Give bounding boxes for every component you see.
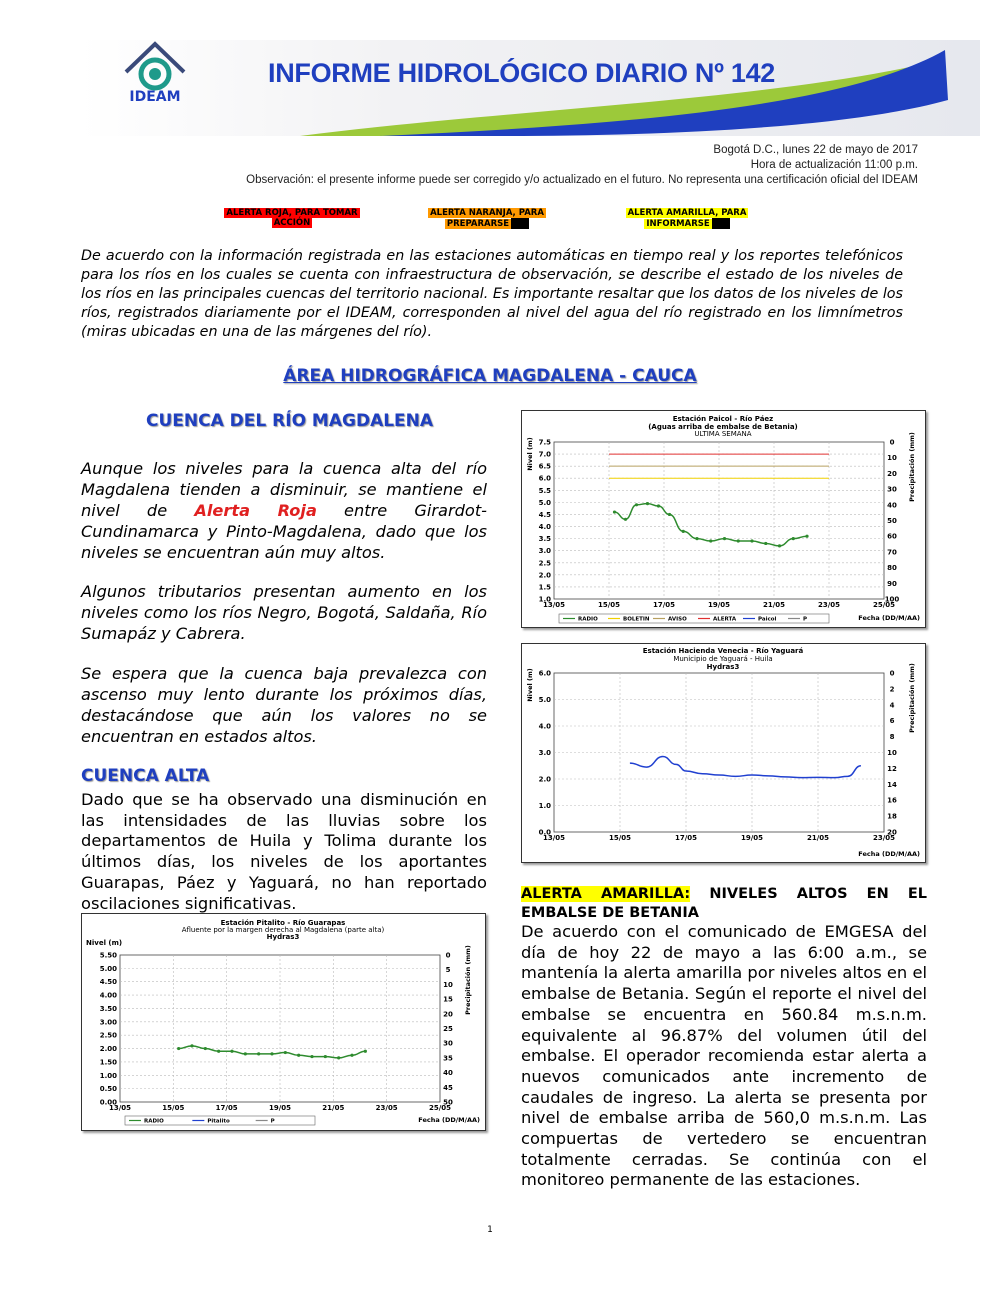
- y2-tick-label: 10: [887, 749, 897, 757]
- y2-tick-label: 80: [887, 564, 897, 573]
- x-tick-label: 25/05: [872, 601, 896, 609]
- x-tick-label: 25/05: [428, 1104, 452, 1112]
- y2-tick-label: 50: [887, 517, 897, 525]
- data-point: [284, 1051, 287, 1054]
- y-tick-label: 0.0: [538, 828, 551, 837]
- chart-yaguara: [521, 643, 926, 863]
- y-tick-label: 3.0: [538, 749, 551, 757]
- y2-tick-label: 10: [443, 980, 453, 989]
- alert-legend-orange: ALERTA NARANJA, PARA PREPARARSE: [430, 208, 544, 229]
- y-tick-label: 2.0: [538, 775, 551, 784]
- data-point: [682, 530, 685, 533]
- chart-pitalito-svg: [82, 914, 485, 1130]
- chart-pitalito: [81, 913, 486, 1131]
- legend-label: RADIO: [144, 1118, 164, 1125]
- area-title: ÁREA HIDROGRÁFICA MAGDALENA - CAUCA: [283, 366, 697, 386]
- y2-tick-label: 0: [889, 669, 895, 678]
- y2-tick-label: 18: [887, 812, 897, 821]
- chart-subtitle-2: Hydras3: [706, 663, 740, 671]
- data-point: [324, 1055, 327, 1058]
- x-tick-label: 17/05: [215, 1104, 238, 1112]
- x-tick-label: 21/05: [806, 834, 830, 842]
- y-tick-label: 4.5: [538, 510, 551, 519]
- cuenca-alta-title: CUENCA ALTA: [81, 766, 210, 786]
- y-tick-label: 0.50: [99, 1085, 117, 1094]
- y2-tick-label: 30: [443, 1039, 453, 1048]
- y-tick-label: 4.0: [538, 523, 551, 532]
- y2-tick-label: 2: [889, 685, 895, 694]
- betania-alert-paragraph: De acuerdo con el comunicado de EMGESA del día de hoy 22 de mayo a las 6:00 a.m., se mantenía la alerta amarilla por niveles altos en el embalse de Betania. Según el reporte el nivel del embalse se encuentra en 560.84 m.s.n.m. equivalente al 96.87% del volumen útil del embalse. El operador recomienda estar alerta a nuevos comunicados ante incremento de caudales de ingreso. La alerta se presenta por nivel de embalse arriba de 560,0 m.s.n.m. Las compuertas de vertedero se encuentran totalmente cerradas. Se continúa con el monitoreo permanente de las estaciones.: [521, 922, 927, 1190]
- data-point: [695, 537, 698, 540]
- y-tick-label: 1.5: [538, 583, 551, 592]
- data-point: [337, 1056, 340, 1059]
- svg-text:IDEAM: IDEAM: [129, 89, 181, 104]
- y2-tick-label: 10: [887, 454, 897, 463]
- y2-tick-label: 6: [889, 717, 895, 726]
- legend-label: ALERTA: [713, 616, 737, 623]
- y-tick-label: 7.0: [538, 450, 551, 459]
- y2-tick-label: 12: [887, 764, 897, 773]
- data-point: [792, 537, 795, 540]
- y-tick-label: 4.50: [99, 978, 117, 987]
- y-tick-label: 4.00: [99, 991, 117, 1000]
- y-tick-label: 5.00: [99, 964, 117, 973]
- data-point: [709, 539, 712, 542]
- chart-title: Estación Paicol - Río Páez: [672, 415, 774, 423]
- data-point: [624, 518, 627, 521]
- series-line: [630, 756, 861, 777]
- data-point: [635, 503, 638, 506]
- data-point: [805, 535, 808, 538]
- legend-label: AVISO: [668, 616, 687, 623]
- data-point: [613, 510, 616, 513]
- x-tick-label: 19/05: [707, 601, 731, 609]
- y-tick-label: 5.5: [538, 486, 551, 495]
- magdalena-paragraph-3: Se espera que la cuenca baja prevalezca con ascenso muy lento durante los próximos días, destacándose que aún los valores no se encuentran en estados altos.: [81, 664, 487, 746]
- y-axis-label: Nivel (m): [526, 437, 534, 471]
- y2-tick-label: 20: [887, 469, 897, 478]
- legend-label: Pitalito: [207, 1118, 230, 1125]
- y-tick-label: 5.0: [538, 696, 551, 704]
- y-tick-label: 3.0: [538, 547, 551, 556]
- y-tick-label: 2.0: [538, 571, 551, 580]
- chart-subtitle: Afluente por la margen derecha al Magdalena (parte alta): [181, 926, 385, 934]
- y2-tick-label: 4: [889, 701, 895, 710]
- chart-yaguara-svg: [522, 644, 925, 862]
- legend-label: BOLETIN: [623, 616, 650, 623]
- x-tick-label: 21/05: [322, 1104, 345, 1112]
- data-point: [364, 1050, 367, 1053]
- y2-tick-label: 50: [443, 1098, 453, 1107]
- y2-axis-label: Precipitación (mm): [464, 945, 472, 1015]
- data-point: [217, 1050, 220, 1053]
- legend-label: P: [803, 616, 808, 623]
- y-axis-label: Nivel (m): [526, 668, 534, 702]
- legend-label: P: [270, 1118, 275, 1125]
- y2-tick-label: 90: [887, 579, 897, 588]
- data-point: [723, 537, 726, 540]
- y-tick-label: 5.0: [538, 498, 551, 507]
- y-tick-label: 6.0: [538, 669, 551, 678]
- y-tick-label: 2.00: [99, 1045, 117, 1054]
- y-tick-label: 2.5: [538, 559, 551, 568]
- y2-tick-label: 0: [445, 951, 451, 960]
- observation-line: Observación: el presente informe puede ser corregido y/o actualizado en el futuro. No representa una certificación oficial del IDEAM: [246, 174, 918, 186]
- betania-alert-title: ALERTA AMARILLA: NIVELES ALTOS EN EL EMBALSE DE BETANIA: [521, 886, 928, 921]
- data-point: [646, 502, 649, 505]
- y-tick-label: 3.00: [99, 1018, 117, 1027]
- x-axis-label: Fecha (DD/M/AA): [418, 1116, 480, 1124]
- y2-tick-label: 45: [443, 1083, 453, 1092]
- x-axis-label: Fecha (DD/M/AA): [858, 614, 920, 622]
- chart-subtitle-2: ULTIMA SEMANA: [694, 430, 752, 438]
- chart-title: Estación Pitalito - Río Guarapas: [220, 919, 346, 927]
- y2-tick-label: 16: [887, 796, 897, 805]
- data-point: [270, 1052, 273, 1055]
- chart-subtitle: (Aguas arriba de embalse de Betania): [648, 423, 798, 431]
- y-tick-label: 7.5: [538, 438, 551, 447]
- y2-tick-label: 30: [887, 485, 897, 494]
- y2-tick-label: 5: [445, 966, 451, 975]
- chart-subtitle: Municipio de Yaguará - Huila: [673, 655, 773, 663]
- x-tick-label: 17/05: [652, 601, 676, 609]
- data-point: [297, 1054, 300, 1057]
- y2-tick-label: 0: [889, 438, 895, 447]
- data-point: [668, 513, 671, 516]
- data-point: [230, 1050, 233, 1053]
- data-point: [310, 1055, 313, 1058]
- chart-paicol: [521, 410, 926, 628]
- y-tick-label: 4.0: [538, 722, 551, 731]
- legend-label: RADIO: [578, 616, 598, 623]
- data-point: [778, 544, 781, 547]
- y-tick-label: 2.50: [99, 1031, 117, 1040]
- y-tick-label: 1.50: [99, 1058, 117, 1067]
- y2-tick-label: 100: [884, 595, 900, 604]
- data-point: [737, 539, 740, 542]
- x-tick-label: 19/05: [268, 1104, 292, 1112]
- page-number: 1: [487, 1225, 493, 1235]
- chart-title: Estación Hacienda Venecia - Río Yaguará: [642, 647, 804, 655]
- legend-label: Paicol: [758, 616, 777, 623]
- y-tick-label: 1.0: [538, 595, 551, 604]
- x-tick-label: 15/05: [597, 601, 621, 609]
- data-point: [657, 504, 660, 507]
- data-point: [257, 1052, 260, 1055]
- y2-tick-label: 40: [887, 501, 897, 510]
- y-tick-label: 6.0: [538, 474, 551, 483]
- x-axis-label: Fecha (DD/M/AA): [858, 850, 920, 858]
- magdalena-paragraph-2: Algunos tributarios presentan aumento en los niveles como los ríos Negro, Bogotá, Saldaña, Río Sumapáz y Cabrera.: [81, 582, 487, 643]
- intro-paragraph: De acuerdo con la información registrada en las estaciones automáticas en tiempo real y los reportes telefónicos para los ríos en los cuales se cuenta con infraestructura de observación, se describe el estado de los niveles de los ríos en las principales cuencas del territorio nacional. Es importante resaltar que los datos de los niveles de los ríos, registrados diariamente por el IDEAM, corresponden al nivel del agua del río registrado en los limnímetros (miras ubicadas en una de las márgenes del río).: [81, 248, 903, 340]
- data-point: [177, 1047, 180, 1050]
- data-point: [190, 1044, 193, 1047]
- alert-legend-yellow: ALERTA AMARILLA, PARA INFORMARSE: [627, 208, 747, 229]
- y-tick-label: 5.50: [99, 951, 117, 960]
- y2-tick-label: 40: [443, 1069, 453, 1078]
- ideam-logo: [118, 38, 192, 104]
- data-point: [350, 1054, 353, 1057]
- x-tick-label: 19/05: [740, 834, 764, 842]
- update-line: Hora de actualización 11:00 p.m.: [750, 159, 918, 171]
- x-tick-label: 23/05: [817, 601, 841, 609]
- x-tick-label: 23/05: [375, 1104, 398, 1112]
- y2-axis-label: Precipitación (mm): [908, 663, 916, 733]
- y-axis-label: Nivel (m): [86, 939, 123, 947]
- y-tick-label: 1.00: [99, 1071, 117, 1080]
- y-tick-label: 6.5: [538, 462, 551, 471]
- chart-subtitle-2: Hydras3: [266, 933, 300, 941]
- x-tick-label: 17/05: [674, 834, 698, 842]
- magdalena-paragraph-1: Aunque los niveles para la cuenca alta del río Magdalena tienden a disminuir, se mantiene el nivel de Alerta Roja entre Girardot-Cundinamarca y Pinto-Magdalena, dado que los niveles se encuentran aún muy altos.: [81, 459, 488, 562]
- alert-legend-red: ALERTA ROJA, PARA TOMAR ACCIÓN: [226, 208, 358, 228]
- data-point: [764, 542, 767, 545]
- y-tick-label: 0.00: [99, 1098, 117, 1107]
- date-line: Bogotá D.C., lunes 22 de mayo de 2017: [713, 144, 918, 156]
- y2-tick-label: 70: [887, 548, 897, 557]
- y2-tick-label: 35: [443, 1054, 453, 1063]
- data-point: [750, 539, 753, 542]
- y2-tick-label: 20: [887, 828, 897, 837]
- x-tick-label: 21/05: [762, 601, 786, 609]
- y2-axis-label: Precipitación (mm): [908, 432, 916, 502]
- data-point: [244, 1052, 247, 1055]
- cuenca-magdalena-title: CUENCA DEL RÍO MAGDALENA: [146, 411, 434, 431]
- x-tick-label: 13/05: [542, 834, 566, 842]
- cuenca-alta-paragraph: Dado que se ha observado una disminución en las intensidades de las lluvias sobre los departamentos de Huila y Tolima durante los últimos días, los niveles de los aportantes Guarapas, Páez y Yaguará, no han reportado oscilaciones significativas.: [81, 790, 487, 913]
- data-point: [204, 1047, 207, 1050]
- x-tick-label: 15/05: [162, 1104, 185, 1112]
- y2-tick-label: 60: [887, 532, 897, 541]
- y-tick-label: 1.0: [538, 802, 551, 810]
- x-tick-label: 13/05: [108, 1104, 132, 1112]
- y2-tick-label: 15: [443, 995, 453, 1004]
- y2-tick-label: 20: [443, 1010, 453, 1019]
- y-tick-label: 3.5: [538, 535, 551, 544]
- x-tick-label: 23/05: [872, 834, 896, 842]
- chart-paicol-svg: [522, 411, 925, 627]
- x-tick-label: 15/05: [608, 834, 632, 842]
- y2-tick-label: 25: [443, 1025, 453, 1033]
- page-title: INFORME HIDROLÓGICO DIARIO Nº 142: [268, 58, 776, 88]
- y-tick-label: 3.50: [99, 1004, 117, 1013]
- y2-tick-label: 8: [889, 733, 895, 742]
- x-tick-label: 13/05: [542, 601, 566, 609]
- y2-tick-label: 14: [887, 780, 897, 789]
